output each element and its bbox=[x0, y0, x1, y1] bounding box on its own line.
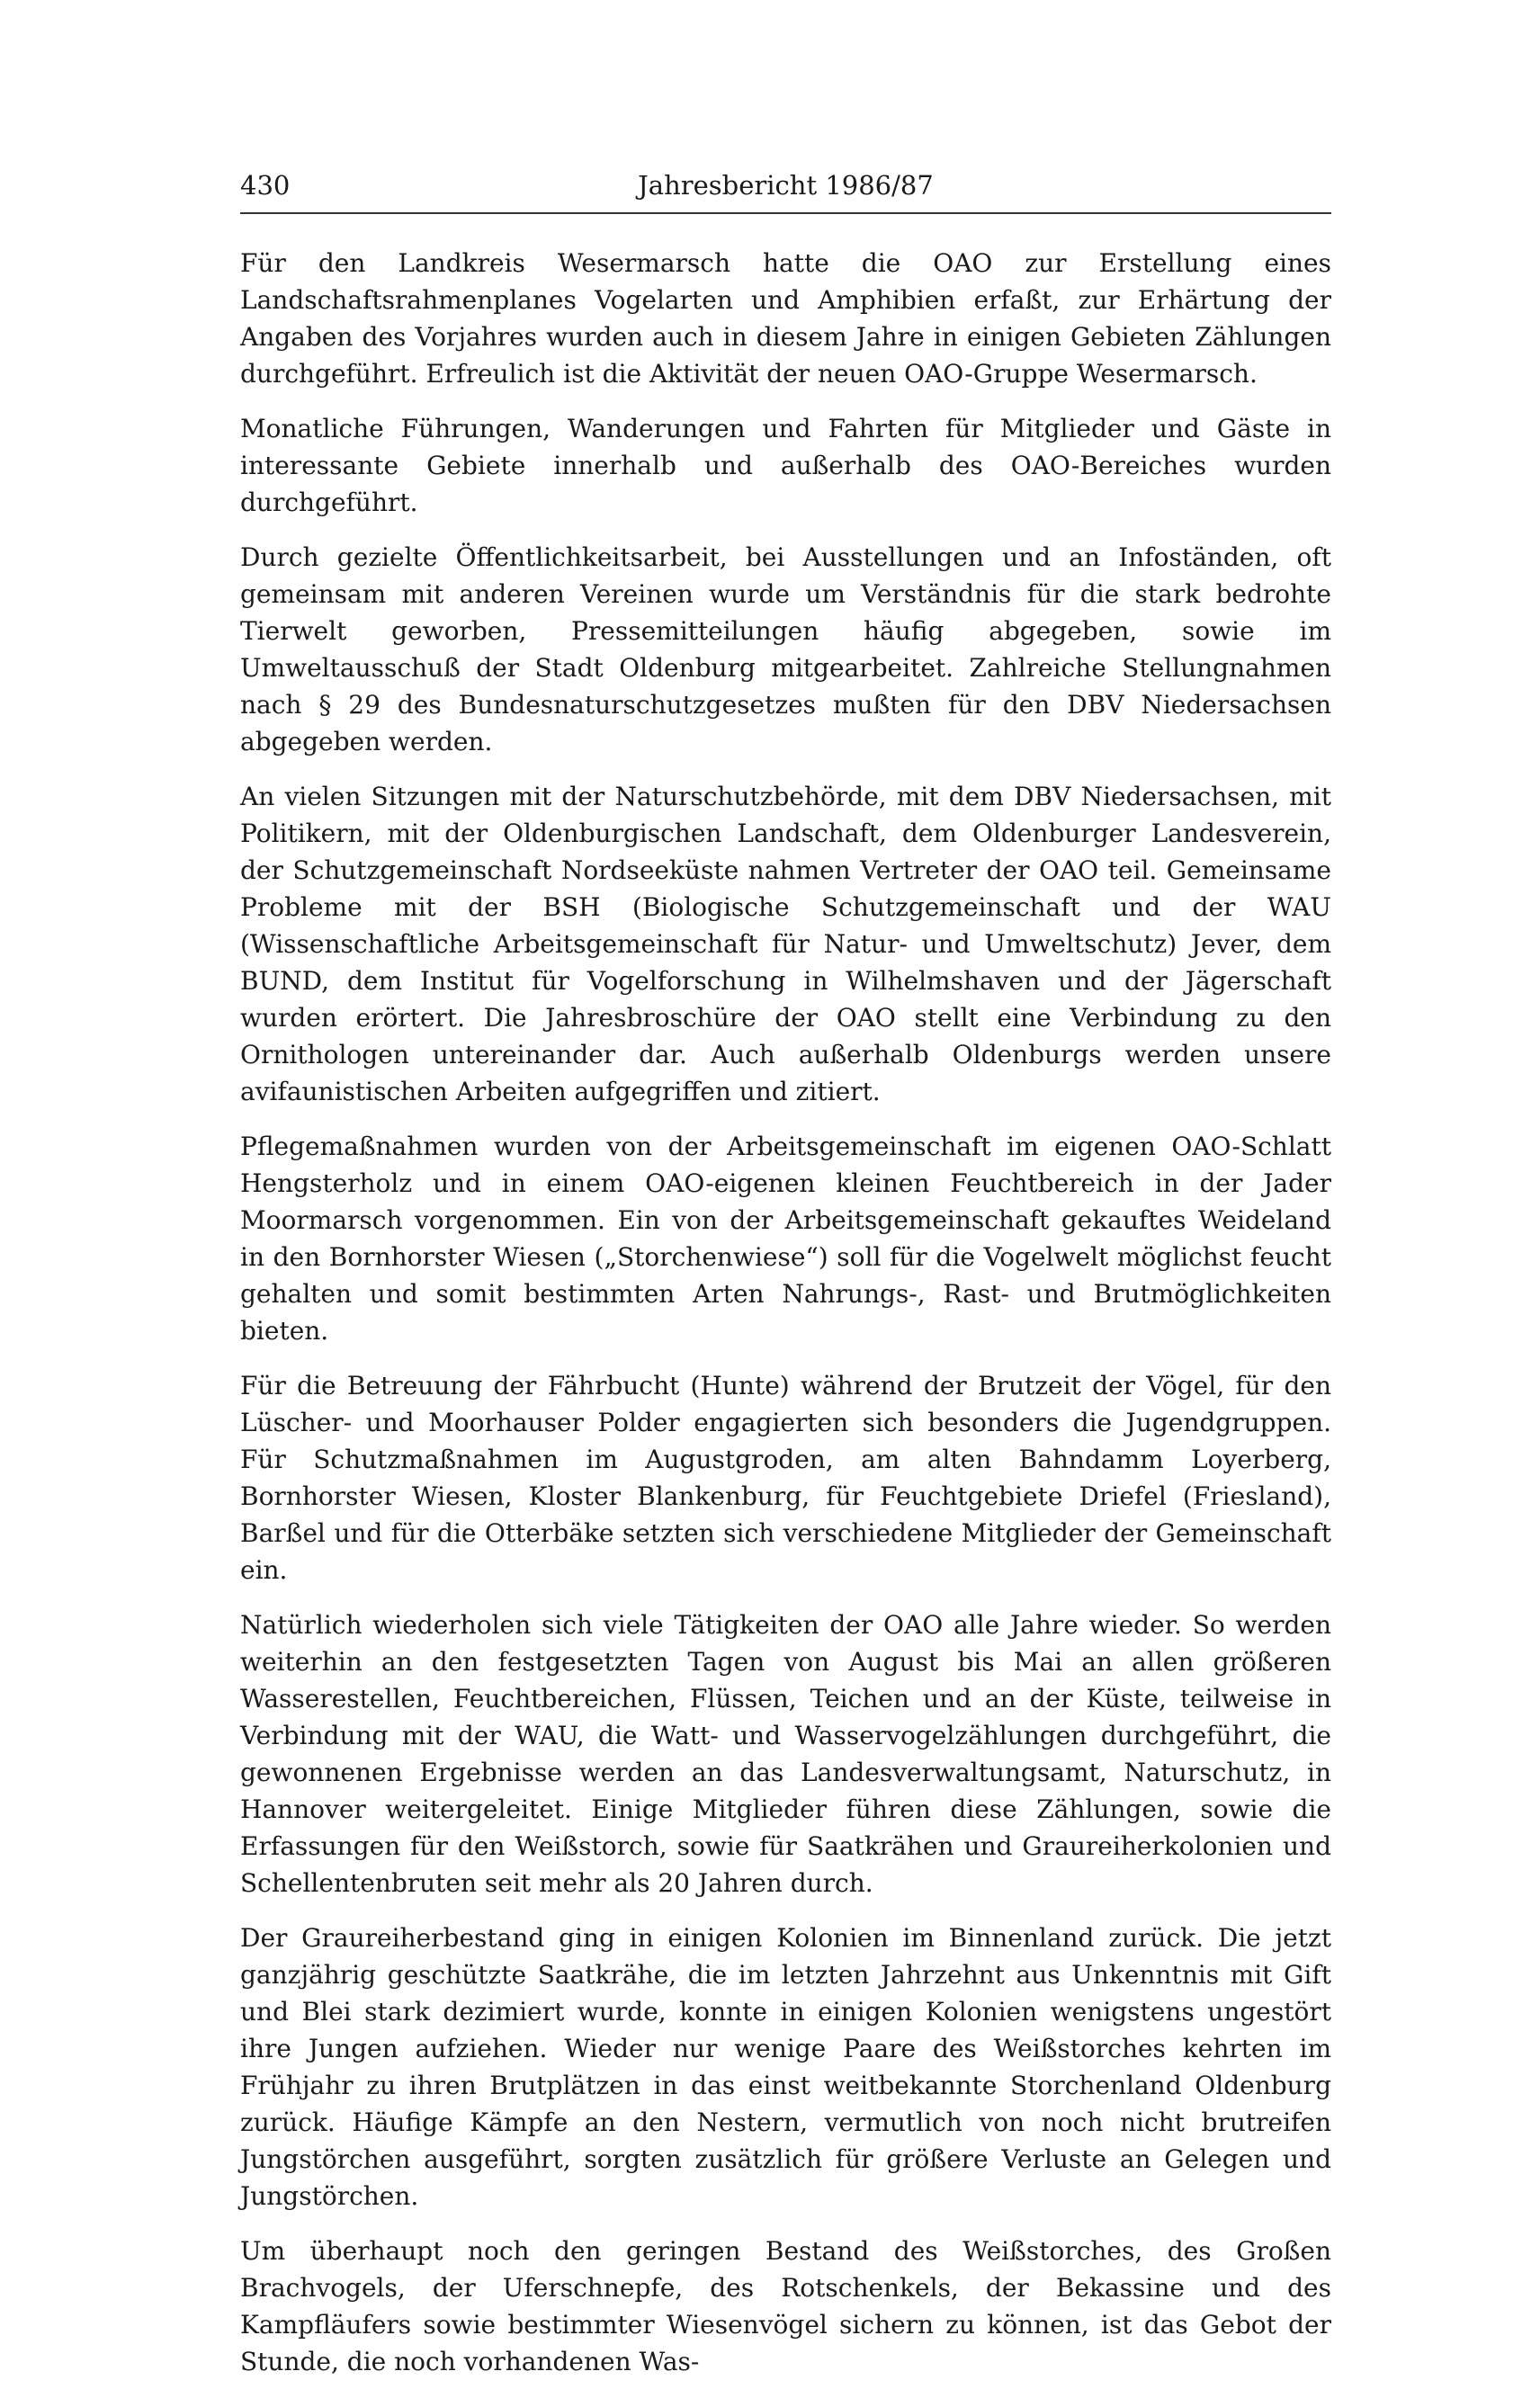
paragraph: Pflegemaßnahmen wurden von der Arbeitsgemeinschaft im eigenen OAO-Schlatt Hengsterholz und in einem OAO-eigenen kleinen Feuchtbereich in der Jader Moormarsch vorgenommen. Ein von der Arbeitsgemeinschaft gekauftes Weideland in den Bornhorster Wiesen („Storchenwiese“) soll für die Vogelwelt möglichst feucht gehalten und somit bestimmten Arten Nahrungs-, Rast- und Brutmöglichkeiten bieten. bbox=[240, 1132, 1331, 1346]
paragraph: Monatliche Führungen, Wanderungen und Fahrten für Mitglieder und Gäste in interessante Gebiete innerhalb und außerhalb des OAO-Bereiches wurden durchgeführt. bbox=[240, 414, 1331, 517]
header-rule bbox=[240, 212, 1331, 214]
body-text bbox=[240, 245, 1331, 2398]
page-header bbox=[240, 167, 1331, 203]
paragraph: Der Graureiherbestand ging in einigen Kolonien im Binnenland zurück. Die jetzt ganzjährig geschützte Saatkrähe, die im letzten Jahrzehnt aus Unkenntnis mit Gift und Blei stark dezimiert wurde, konnte in einigen Kolonien wenigstens ungestört ihre Jungen aufziehen. Wieder nur wenige Paare des Weißstorches kehrten im Frühjahr zu ihren Brutplätzen in das einst weitbekannte Storchenland Oldenburg zurück. Häufige Kämpfe an den Nestern, vermutlich von noch nicht brutreifen Jungstörchen ausgeführt, sorgten zusätzlich für größere Verluste an Gelegen und Jungstörchen. bbox=[240, 1923, 1331, 2211]
paragraph: Natürlich wiederholen sich viele Tätigkeiten der OAO alle Jahre wieder. So werden weiterhin an den festgesetzten Tagen von August bis Mai an allen größeren Wasserestellen, Feuchtbereichen, Flüssen, Teichen und an der Küste, teilweise in Verbindung mit der WAU, die Watt- und Wasservogelzählungen durchgeführt, die gewonnenen Ergebnisse werden an das Landesverwaltungsamt, Naturschutz, in Hannover weitergeleitet. Einige Mitglieder führen diese Zählungen, sowie die Erfassungen für den Weißstorch, sowie für Saatkrähen und Graureiherkolonien und Schellentenbruten seit mehr als 20 Jahren durch. bbox=[240, 1610, 1331, 1898]
paragraph: Um überhaupt noch den geringen Bestand des Weißstorches, des Großen Brachvogels, der Uferschnepfe, des Rotschenkels, der Bekassine und des Kampfläufers sowie bestimmter Wiesenvögel sichern zu können, ist das Gebot der Stunde, die noch vorhandenen Was- bbox=[240, 2236, 1331, 2376]
paragraph: Für den Landkreis Wesermarsch hatte die OAO zur Erstellung eines Landschaftsrahmenplanes Vogelarten und Amphibien erfaßt, zur Erhärtung der Angaben des Vorjahres wurden auch in diesem Jahre in einigen Gebieten Zählungen durchgeführt. Erfreulich ist die Aktivität der neuen OAO-Gruppe Wesermarsch. bbox=[240, 248, 1331, 389]
running-title: Jahresbericht 1986/87 bbox=[638, 170, 934, 201]
page-number: 430 bbox=[240, 170, 291, 201]
paragraph: Für die Betreuung der Fährbucht (Hunte) während der Brutzeit der Vögel, für den Lüscher- und Moorhauser Polder engagierten sich besonders die Jugendgruppen. Für Schutzmaßnahmen im Augustgroden, am alten Bahndamm Loyerberg, Bornhorster Wiesen, Kloster Blankenburg, für Feuchtgebiete Driefel (Friesland), Barßel und für die Otterbäke setzten sich verschiedene Mitglieder der Gemeinschaft ein. bbox=[240, 1371, 1331, 1585]
paragraph: Durch gezielte Öffentlichkeitsarbeit, bei Ausstellungen und an Infoständen, oft gemeinsam mit anderen Vereinen wurde um Verständnis für die stark bedrohte Tierwelt geworben, Pressemitteilungen häufig abgegeben, sowie im Umweltausschuß der Stadt Oldenburg mitgearbeitet. Zahlreiche Stellungnahmen nach § 29 des Bundesnaturschutzgesetzes mußten für den DBV Niedersachsen abgegeben werden. bbox=[240, 542, 1331, 756]
paragraph: An vielen Sitzungen mit der Naturschutzbehörde, mit dem DBV Niedersachsen, mit Politikern, mit der Oldenburgischen Landschaft, dem Oldenburger Landesverein, der Schutzgemeinschaft Nordseeküste nahmen Vertreter der OAO teil. Gemeinsame Probleme mit der BSH (Biologische Schutzgemeinschaft und der WAU (Wissenschaftliche Arbeitsgemeinschaft für Natur- und Umweltschutz) Jever, dem BUND, dem Institut für Vogelforschung in Wilhelmshaven und der Jägerschaft wurden erörtert. Die Jahresbroschüre der OAO stellt eine Verbindung zu den Ornithologen untereinander dar. Auch außerhalb Oldenburgs werden unsere avifaunistischen Arbeiten aufgegriffen und zitiert. bbox=[240, 782, 1331, 1106]
document-page bbox=[240, 0, 1331, 2376]
